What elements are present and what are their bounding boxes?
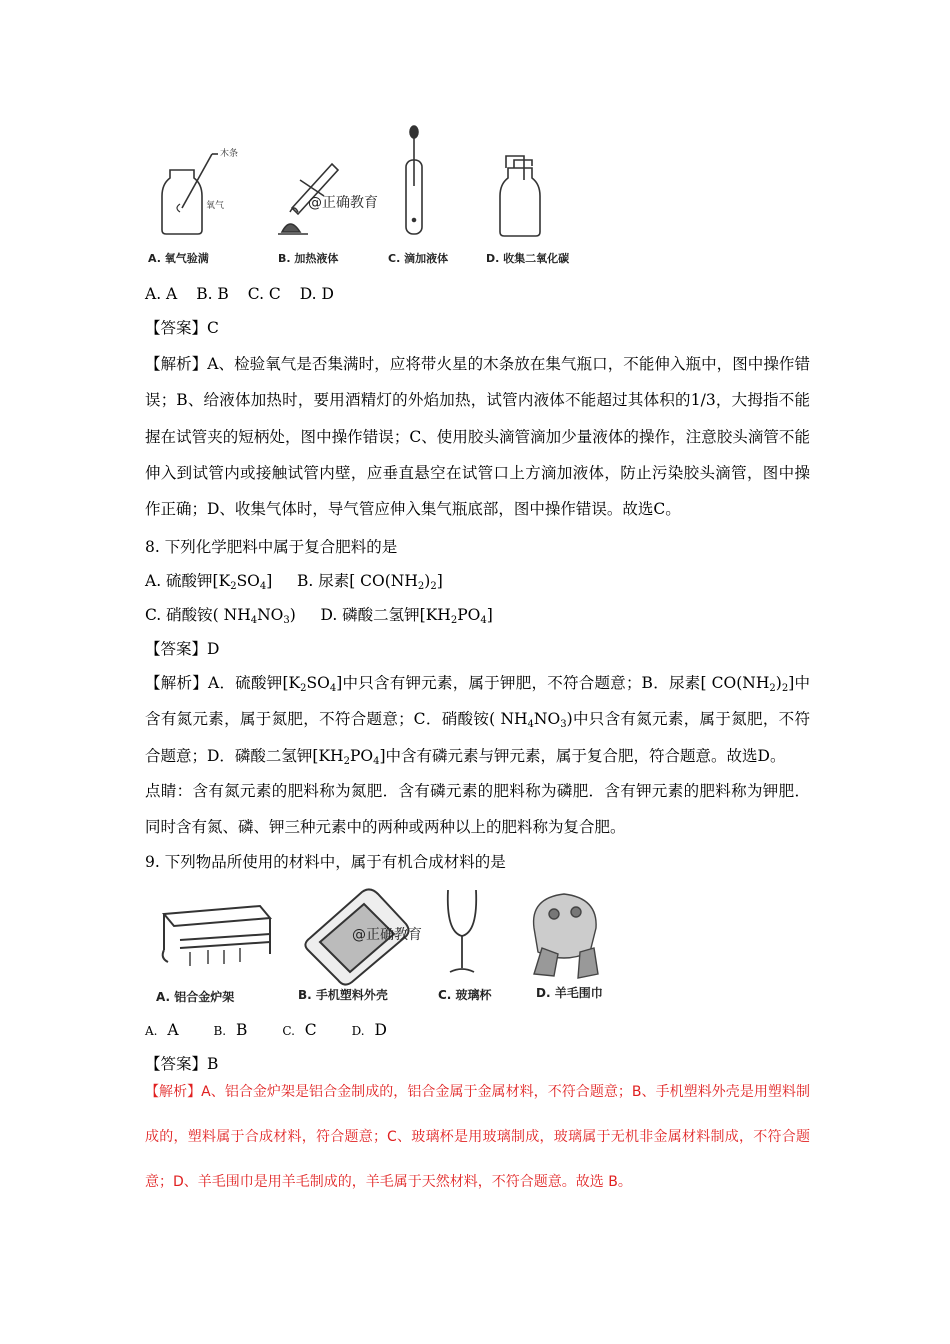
- q8-options-row-2: [145, 605, 493, 625]
- q7-figure: [140, 120, 580, 270]
- caption-a: A. 铝合金炉架: [156, 990, 235, 1004]
- q7-options: [145, 284, 348, 304]
- label-oxygen: 氧气: [206, 201, 225, 211]
- caption-a: A. 氧气验满: [148, 252, 209, 265]
- option-c: C. 硝酸铵( $NH_4NO_3$): [145, 606, 296, 626]
- option-d: D. D: [351, 1021, 387, 1039]
- option-b: B. B: [196, 285, 229, 303]
- wine-glass-icon: [448, 890, 476, 972]
- option-d: D. 磷酸二氢钾$[KH_2PO_4]$: [320, 606, 493, 626]
- q9-figure: [150, 878, 630, 1008]
- caption-d: D. 收集二氧化碳: [486, 252, 570, 265]
- watermark: @正确教育: [352, 927, 422, 943]
- caption-d: D. 羊毛围巾: [536, 986, 603, 1000]
- option-a: A. A: [145, 1021, 179, 1039]
- rack-icon: [163, 906, 270, 966]
- caption-b: B. 手机塑料外壳: [298, 988, 388, 1002]
- q8-tip: 点睛：含有氮元素的肥料称为氮肥．含有磷元素的肥料称为磷肥．含有钾元素的肥料称为钾肥．同时含有氮、磷、钾三种元素中的两种或两种以上的肥料称为复合肥。: [145, 782, 810, 837]
- dropper-tube-icon: [406, 126, 422, 234]
- option-b: B. 尿素[ $CO(NH_2)_2$]: [296, 572, 443, 592]
- oxygen-bottle-icon: [162, 154, 218, 234]
- q8-answer: 【答案】D: [145, 640, 220, 658]
- q9-answer: 【答案】B: [145, 1055, 219, 1073]
- option-d: D. D: [299, 285, 334, 303]
- q9-options: [145, 1020, 417, 1041]
- option-c: C. C: [282, 1021, 317, 1039]
- q8-question: 8. 下列化学肥料中属于复合肥料的是: [145, 538, 398, 556]
- scarf-icon: [534, 894, 598, 978]
- watermark: @正确教育: [308, 195, 378, 211]
- q9-question: 9. 下列物品所使用的材料中，属于有机合成材料的是: [145, 853, 506, 871]
- caption-c: C. 滴加液体: [388, 252, 449, 265]
- option-c: C. C: [247, 285, 281, 303]
- gas-bottle-icon: [500, 156, 540, 236]
- q8-options-row-1: [145, 571, 443, 591]
- q8-analysis: 【解析】A．硫酸钾$[K_2SO_4]$中只含有钾元素，属于钾肥，不符合题意；B．尿素[ $CO(NH_2)_2$]中含有氮元素，属于氮肥，不符合题意；C．硝酸铵( $NH_4NO_3$)中只含有氮元素，属于氮肥，不符合题意；D．磷酸二氢钾$[KH_2PO_4]$中含有磷元素与钾元素，属于复合肥，符合题意。故选D。: [145, 674, 810, 767]
- caption-c: C. 玻璃杯: [438, 988, 492, 1002]
- q7-analysis: 【解析】A、检验氧气是否集满时，应将带火星的木条放在集气瓶口，不能伸入瓶中，图中操作错误；B、给液体加热时，要用酒精灯的外焰加热，试管内液体不能超过其体积的1/3，大拇指不能握在试管夹的短柄处，图中操作错误；C、使用胶头滴管滴加少量液体的操作，注意胶头滴管不能伸入到试管内或接触试管内壁，应垂直悬空在试管口上方滴加液体，防止污染胶头滴管，图中操作正确；D、收集气体时，导气管应伸入集气瓶底部，图中操作错误。故选C。: [145, 355, 810, 519]
- option-a: A. 硫酸钾$[K_2SO_4]$: [145, 572, 273, 592]
- label-stick: 木条: [220, 149, 239, 159]
- option-b: B. B: [213, 1021, 248, 1039]
- q7-answer: 【答案】C: [145, 319, 219, 337]
- q9-analysis: 【解析】A、铝合金炉架是铝合金制成的，铝合金属于金属材料，不符合题意；B、手机塑料外壳是用塑料制成的，塑料属于合成材料，符合题意；C、玻璃杯是用玻璃制成，玻璃属于无机非金属材料制成，不符合题意；D、羊毛围巾是用羊毛制成的，羊毛属于天然材料，不符合题意。故选 B。: [145, 1084, 810, 1190]
- caption-b: B. 加热液体: [278, 252, 339, 265]
- option-a: A. A: [145, 285, 178, 303]
